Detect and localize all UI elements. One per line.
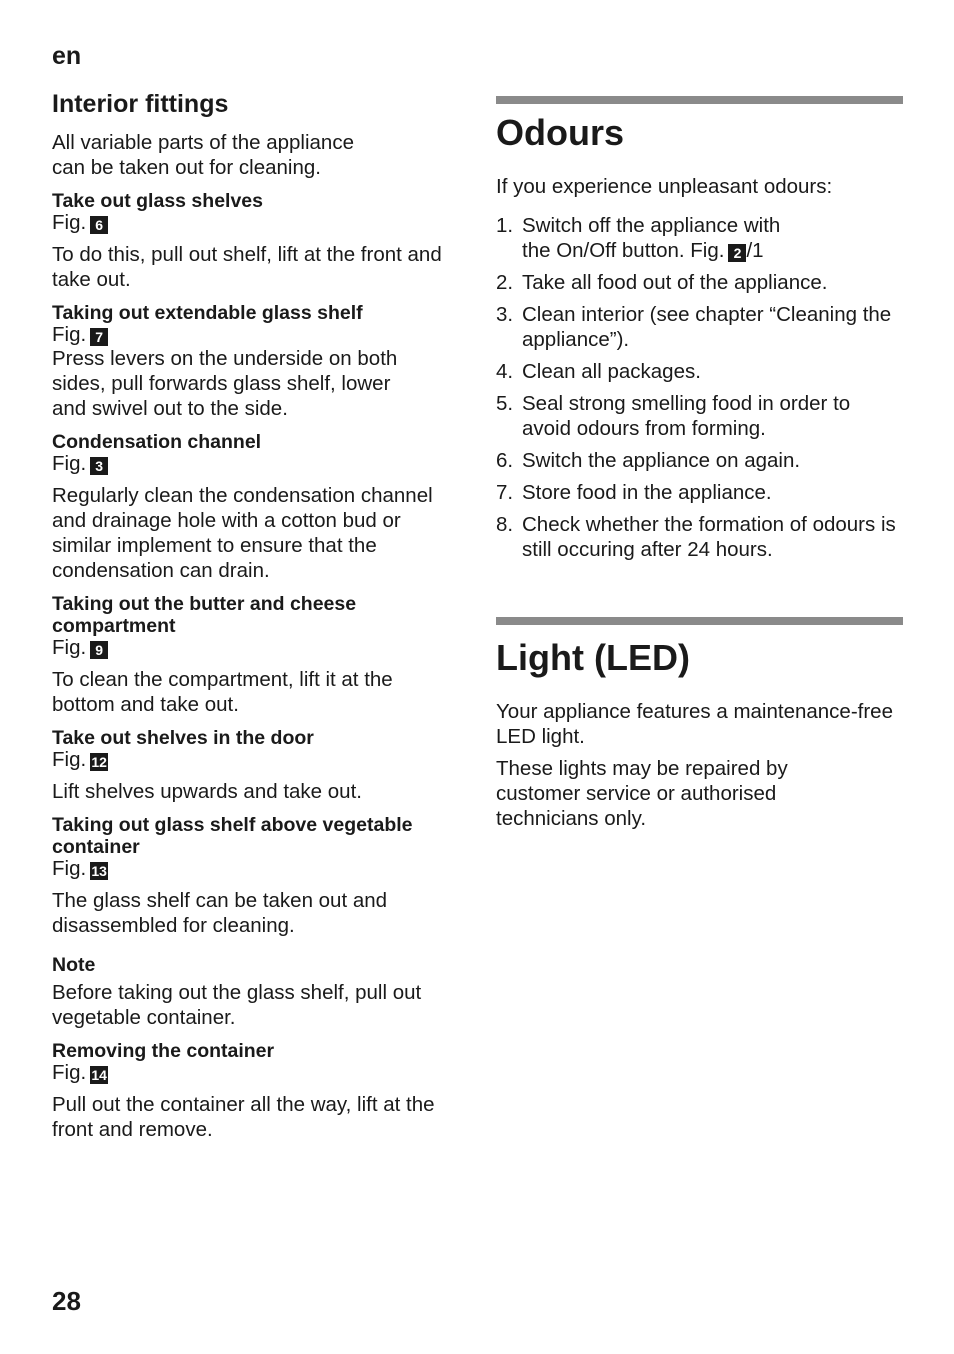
list-item: 8. Check whether the formation of odours is still occuring after 24 hours.	[496, 513, 896, 561]
section-extendable-shelf	[52, 302, 462, 421]
light-title: Light (LED)	[496, 637, 690, 678]
section-divider	[496, 617, 903, 625]
section-heading: Taking out the butter and cheese compartment	[52, 593, 357, 637]
section-glass-shelves	[52, 190, 462, 292]
fig-number-badge: 2	[728, 244, 746, 262]
fig-reference: Fig. 13	[52, 857, 107, 880]
list-item: 7. Store food in the appliance.	[496, 481, 772, 504]
fig-reference: Fig. 3	[52, 453, 462, 475]
section-text: Lift shelves upwards and take out.	[52, 780, 362, 803]
fig-number-badge: 6	[90, 216, 108, 234]
fig-number-badge: 12	[91, 754, 107, 770]
list-item: 2. Take all food out of the appliance.	[496, 271, 828, 294]
list-item: 4. Clean all packages.	[496, 360, 701, 383]
note-block	[52, 954, 462, 1030]
fig-reference: Fig. 14	[52, 1061, 107, 1084]
fig-number-badge: 13	[91, 863, 107, 879]
section-text: Regularly clean the condensation channel and drainage hole with a cotton bud or similar implement to ensure that the condensation can drain.	[52, 484, 433, 582]
section-removing-container	[52, 1040, 462, 1142]
fig-number-badge: 7	[90, 328, 108, 346]
note-heading: Note	[52, 954, 96, 976]
odours-intro: If you experience unpleasant odours:	[496, 175, 833, 198]
fig-reference: Fig. 9	[52, 637, 462, 659]
section-door-shelves	[52, 727, 462, 804]
section-text: To clean the compartment, lift it at the bottom and take out.	[52, 668, 393, 716]
fig-reference: Fig. 12	[52, 748, 107, 771]
section-heading: Taking out extendable glass shelf	[52, 302, 363, 324]
interior-intro: All variable parts of the appliance can be taken out for cleaning.	[52, 131, 354, 179]
interior-fittings-title: Interior fittings	[52, 90, 229, 118]
list-item: 6. Switch the appliance on again.	[496, 449, 801, 472]
fig-number-badge: 14	[91, 1067, 107, 1083]
section-condensation-channel	[52, 431, 462, 583]
fig-number-badge: 3	[90, 457, 108, 475]
odours-steps	[496, 213, 904, 562]
section-divider	[496, 96, 903, 104]
fig-number-badge: 9	[90, 641, 108, 659]
interior-fittings-column	[52, 88, 462, 1152]
list-item: 1. Switch off the appliance with the On/Off button. Fig. 2 /1	[496, 214, 781, 262]
section-text: To do this, pull out shelf, lift at the front and take out.	[52, 243, 442, 291]
section-heading: Take out shelves in the door	[52, 727, 314, 749]
right-column	[496, 96, 904, 831]
light-paragraph: Your appliance features a maintenance-free LED light.	[496, 700, 893, 748]
fig-reference: Fig. 6	[52, 212, 462, 234]
section-heading: Removing the container	[52, 1040, 275, 1062]
section-heading: Taking out glass shelf above vegetable container	[52, 814, 413, 858]
section-glass-shelf-vegetable	[52, 814, 462, 938]
fig-reference: Fig. 7	[52, 324, 462, 346]
page-number: 28	[52, 1286, 81, 1316]
section-text: Press levers on the underside on both sides, pull forwards glass shelf, lower and swivel out to the side.	[52, 347, 398, 420]
language-code: en	[52, 42, 82, 70]
section-butter-cheese	[52, 593, 462, 717]
section-text: The glass shelf can be taken out and disassembled for cleaning.	[52, 889, 388, 937]
section-text: Pull out the container all the way, lift at the front and remove.	[52, 1093, 435, 1141]
list-item: 5. Seal strong smelling food in order to avoid odours from forming.	[496, 392, 851, 440]
odours-title: Odours	[496, 112, 625, 153]
section-heading: Condensation channel	[52, 431, 262, 453]
list-item: 3. Clean interior (see chapter “Cleaning the appliance”).	[496, 303, 892, 351]
section-heading: Take out glass shelves	[52, 190, 263, 212]
light-paragraph: These lights may be repaired by customer service or authorised technicians only.	[496, 757, 788, 830]
note-text: Before taking out the glass shelf, pull out vegetable container.	[52, 981, 422, 1029]
